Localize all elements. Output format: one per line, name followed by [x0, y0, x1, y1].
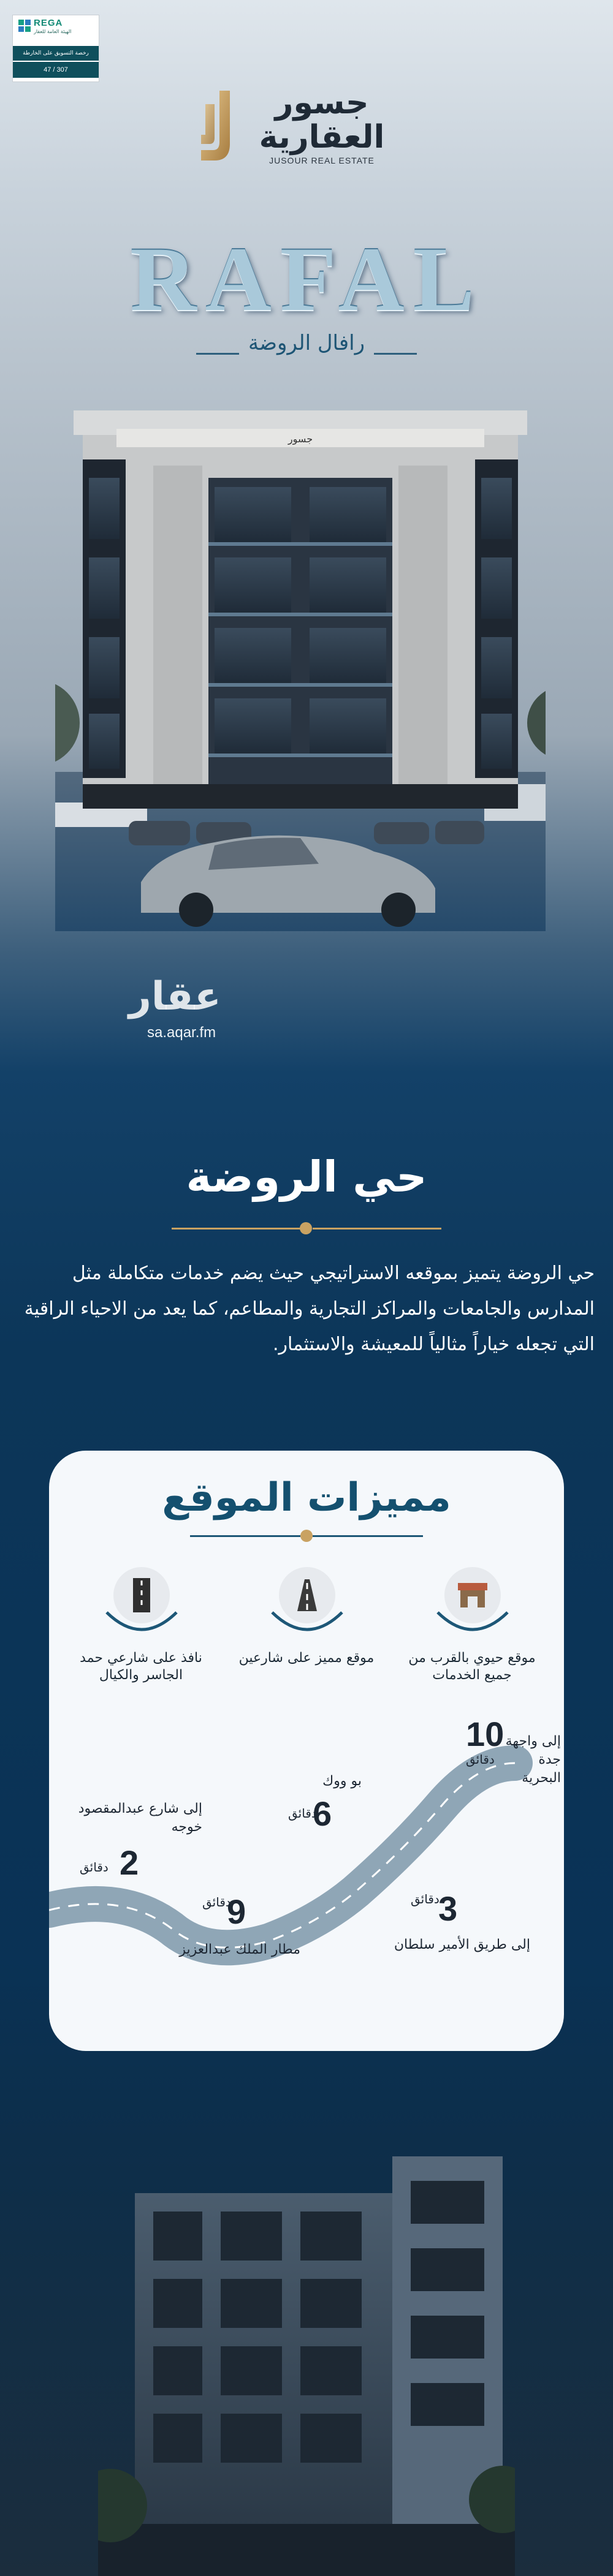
distance-unit: دقائق	[288, 1806, 317, 1821]
distance-minutes: 6	[313, 1794, 332, 1833]
project-title: RAFAL	[130, 229, 483, 330]
features-divider-left	[190, 1535, 300, 1537]
feature-label: نافذ على شارعي حمد الجاسر والكيال	[80, 1650, 202, 1683]
rega-logo-icon	[18, 19, 31, 32]
distance-unit: دقائق	[466, 1752, 495, 1767]
aqar-watermark-url: sa.aqar.fm	[147, 1024, 216, 1041]
brand-name-en: JUSOUR REAL ESTATE	[269, 156, 375, 165]
features-card	[49, 1451, 564, 2051]
district-divider-dot	[300, 1222, 312, 1234]
feature-arc	[435, 1610, 510, 1634]
distance-destination: إلى طريق الأمير سلطان	[394, 1937, 530, 1952]
district-divider-left	[172, 1228, 300, 1229]
brand-name-ar: جسور العقارية	[259, 85, 385, 156]
distance-destination: مطار الملك عبدالعزيز	[179, 1942, 300, 1957]
feature-arc	[104, 1610, 179, 1634]
district-description: حي الروضة يتميز بموقعه الاستراتيجي حيث يضم خدمات متكاملة مثل المدارس والجامعات والمراكز التجارية والمطاعم، كما يعد من الاحياء الراقية التي تجعله خياراً مثالياً للمعيشة والاستثمار.	[24, 1263, 595, 1355]
distance-minutes: 3	[438, 1889, 458, 1928]
distance-unit: دقائق	[202, 1895, 231, 1909]
rega-badge	[12, 15, 99, 82]
distance-minutes: 2	[120, 1843, 139, 1882]
project-subtitle: رافال الروضة	[248, 331, 365, 355]
rega-subtitle: الهيئة العامة للعقار	[34, 29, 72, 34]
rega-license-number: 47 / 307	[13, 62, 99, 78]
features-divider-right	[313, 1535, 423, 1537]
feature-item	[70, 1567, 211, 1683]
feature-label: موقع مميز على شارعين	[238, 1650, 375, 1666]
building-night-render	[98, 2107, 515, 2576]
rega-name: REGA	[34, 18, 63, 28]
distance-destination: إلى واجهة جدة البحرية	[505, 1734, 561, 1786]
distance-destination: إلى شارع عبدالمقصود خوجه	[78, 1801, 202, 1835]
svg-text:جسور: جسور	[287, 433, 313, 445]
district-title: حي الروضة	[186, 1152, 427, 1202]
rega-license-label: رخصة التسويق على الخارطة	[13, 46, 99, 61]
building-render	[55, 380, 546, 931]
distance-unit: دقائق	[80, 1860, 109, 1875]
jusour-logo-icon	[196, 86, 245, 165]
distance-unit: دقائق	[411, 1892, 440, 1906]
feature-item	[402, 1567, 543, 1683]
feature-arc	[270, 1610, 345, 1634]
feature-item	[236, 1567, 377, 1665]
aqar-watermark: عقار	[129, 974, 221, 1019]
feature-label: موقع حيوي بالقرب من جميع الخدمات	[408, 1650, 536, 1683]
district-divider-right	[313, 1228, 441, 1229]
features-title: مميزات الموقع	[162, 1475, 451, 1520]
distance-minutes: 10	[466, 1715, 504, 1753]
distance-map	[49, 1708, 564, 2051]
features-divider-dot	[300, 1530, 313, 1542]
distance-minutes: 9	[227, 1892, 246, 1931]
distance-destination: بو ووك	[322, 1773, 362, 1789]
